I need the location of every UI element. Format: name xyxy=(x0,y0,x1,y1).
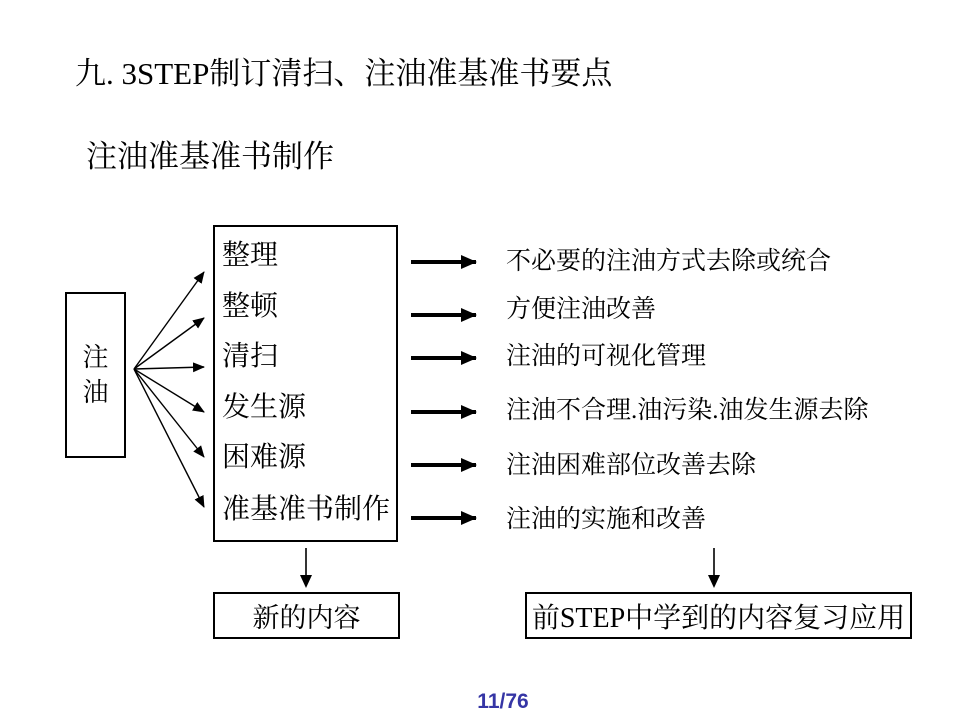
fan-arrow-4 xyxy=(134,369,204,412)
outcome-text-6: 注油的实施和改善 xyxy=(506,506,707,533)
source-box-label: 注油 xyxy=(82,343,109,407)
fan-arrow-2 xyxy=(134,318,204,369)
step-item-6: 准基准书制作 xyxy=(222,494,391,525)
source-box xyxy=(65,292,126,458)
outcome-text-4: 注油不合理.油污染.油发生源去除 xyxy=(506,397,869,424)
step-item-4: 发生源 xyxy=(222,392,307,423)
fan-arrow-3 xyxy=(134,367,204,369)
step-item-3: 清扫 xyxy=(222,341,279,372)
new-content-box xyxy=(213,592,400,639)
slide-subtitle: 注油准基准书制作 xyxy=(86,139,334,174)
outcome-text-3: 注油的可视化管理 xyxy=(506,343,707,370)
page-number: 11/76 xyxy=(477,690,529,713)
fan-arrow-5 xyxy=(134,369,204,457)
slide-title: 九. 3STEP制订清扫、注油准基准书要点 xyxy=(75,56,613,91)
new-content-label: 新的内容 xyxy=(252,603,361,633)
fan-arrow-1 xyxy=(134,272,204,369)
step-item-2: 整顿 xyxy=(222,291,279,322)
fan-arrow-6 xyxy=(134,369,204,507)
previous-step-review-box xyxy=(525,592,912,639)
step-box xyxy=(213,225,398,542)
outcome-text-5: 注油困难部位改善去除 xyxy=(506,452,757,479)
outcome-text-2: 方便注油改善 xyxy=(506,296,657,323)
outcome-text-1: 不必要的注油方式去除或统合 xyxy=(506,248,832,275)
step-item-5: 困难源 xyxy=(222,442,307,473)
previous-step-review-label: 前STEP中学到的内容复习应用 xyxy=(531,602,906,634)
step-item-1: 整理 xyxy=(222,240,279,271)
